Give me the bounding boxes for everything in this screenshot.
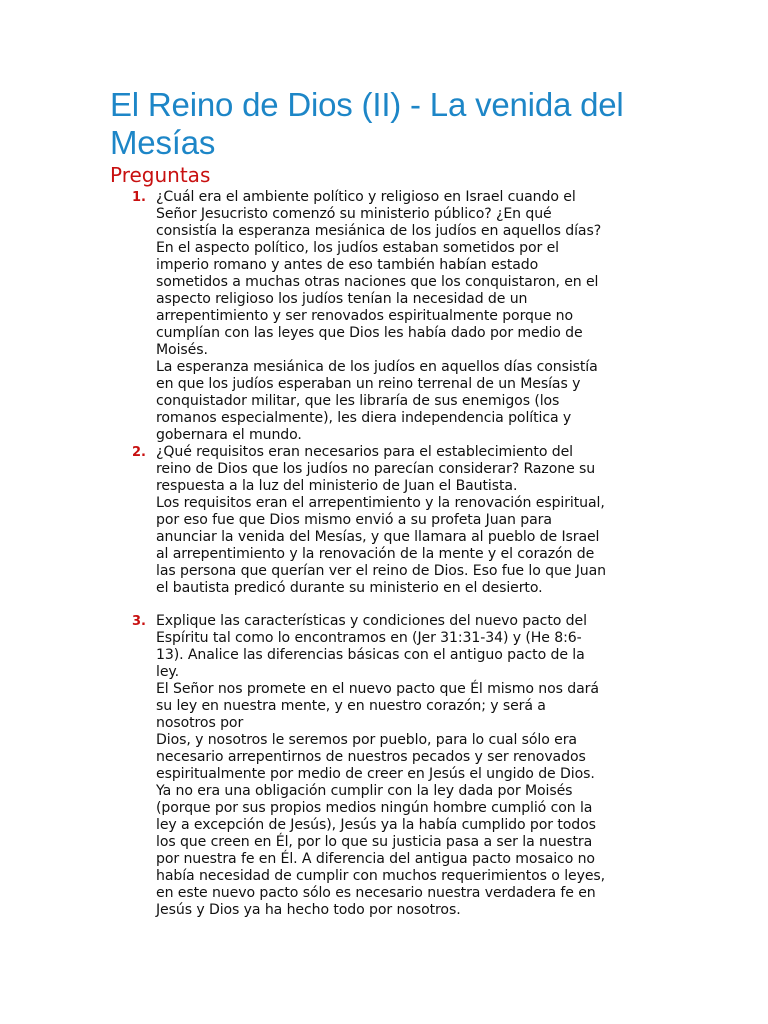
text-line: La esperanza mesiánica de los judíos en aquellos días consistía [156, 359, 598, 375]
text-line: cumplían con las leyes que Dios les había dado por medio de [156, 325, 583, 341]
text-line: consistía la esperanza mesiánica de los judíos en aquellos días? [156, 223, 602, 239]
text-line: necesario arrepentirnos de nuestros pecados y ser renovados [156, 749, 586, 765]
text-line: al arrepentimiento y la renovación de la mente y el corazón de [156, 546, 595, 562]
text-line: nosotros por [156, 715, 244, 731]
text-line: El Señor nos promete en el nuevo pacto que Él mismo nos dará [156, 681, 599, 697]
list-number: 3. [132, 614, 146, 629]
text-line: En el aspecto político, los judíos estaban sometidos por el [156, 240, 559, 256]
text-line: Moisés. [156, 342, 208, 358]
question-item [110, 613, 670, 919]
text-line: Dios, y nosotros le seremos por pueblo, para lo cual sólo era [156, 732, 577, 748]
text-line: conquistador militar, que les libraría de sus enemigos (los [156, 393, 560, 409]
text-line: había necesidad de cumplir con muchos requerimientos o leyes, [156, 868, 606, 884]
text-line: reino de Dios que los judíos no parecían considerar? Razone su [156, 461, 596, 477]
text-line: arrepentimiento y ser renovados espiritualmente porque no [156, 308, 574, 324]
text-line: el bautista predicó durante su ministerio en el desierto. [156, 580, 543, 596]
text-line: por nuestra fe en Él. A diferencia del antigua pacto mosaico no [156, 851, 595, 867]
text-line: Señor Jesucristo comenzó su ministerio público? ¿En qué [156, 206, 552, 222]
text-line: Explique las características y condiciones del nuevo pacto del [156, 613, 587, 629]
list-number: 1. [132, 190, 146, 205]
text-line: ley. [156, 664, 179, 680]
text-line: imperio romano y antes de eso también habían estado [156, 257, 539, 273]
text-line: su ley en nuestra mente, y en nuestro corazón; y será a [156, 698, 546, 714]
text-line: ¿Qué requisitos eran necesarios para el establecimiento del [156, 444, 573, 460]
text-line: espiritualmente por medio de creer en Jesús el ungido de Dios. [156, 766, 595, 782]
text-line: Jesús y Dios ya ha hecho todo por nosotros. [156, 902, 461, 918]
text-line: Espíritu tal como lo encontramos en (Jer 31:31-34) y (He 8:6- [156, 630, 582, 646]
text-line: (porque por sus propios medios ningún hombre cumplió con la [156, 800, 593, 816]
questions-list [110, 189, 670, 919]
text-line: Los requisitos eran el arrepentimiento y la renovación espiritual, [156, 495, 605, 511]
text-line: gobernara el mundo. [156, 427, 302, 443]
document-title: El Reino de Dios (II) - La venida del Mesías [110, 86, 624, 161]
text-line: en este nuevo pacto sólo es necesario nuestra verdadera fe en [156, 885, 596, 901]
text-line: 13). Analice las diferencias básicas con el antiguo pacto de la [156, 647, 585, 663]
text-line: romanos especialmente), les diera independencia política y [156, 410, 572, 426]
text-line: aspecto religioso los judíos tenían la necesidad de un [156, 291, 528, 307]
section-heading: Preguntas [110, 163, 211, 187]
text-line: respuesta a la luz del ministerio de Juan el Bautista. [156, 478, 518, 494]
question-item [110, 444, 670, 597]
text-line: ¿Cuál era el ambiente político y religioso en Israel cuando el [156, 189, 576, 205]
list-number: 2. [132, 445, 146, 460]
text-line: los que creen en Él, por lo que su justicia pasa a ser la nuestra [156, 834, 593, 850]
text-line: Ya no era una obligación cumplir con la ley dada por Moisés [156, 783, 573, 799]
text-line: anunciar la venida del Mesías, y que llamara al pueblo de Israel [156, 529, 600, 545]
text-line: las persona que querían ver el reino de Dios. Eso fue lo que Juan [156, 563, 606, 579]
text-line: sometidos a muchas otras naciones que los conquistaron, en el [156, 274, 599, 290]
question-item [110, 189, 670, 444]
text-line: ley a excepción de Jesús), Jesús ya la había cumplido por todos [156, 817, 596, 833]
text-line: por eso fue que Dios mismo envió a su profeta Juan para [156, 512, 552, 528]
text-line: en que los judíos esperaban un reino terrenal de un Mesías y [156, 376, 581, 392]
